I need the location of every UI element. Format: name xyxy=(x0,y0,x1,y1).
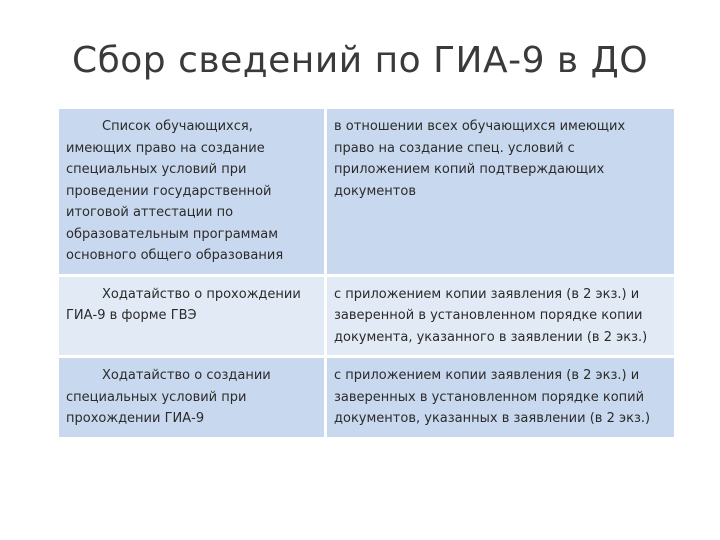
slide-title: Сбор сведений по ГИА-9 в ДО xyxy=(71,40,649,81)
table-cell-note: с приложением копии заявления (в 2 экз.) и заверенных в установленном порядке копий документов, указанных в заявлении (в 2 экз.) xyxy=(326,357,675,437)
table-cell-document: Ходатайство о создании специальных условий при прохождении ГИА-9 xyxy=(59,357,326,437)
table-cell-note: в отношении всех обучающихся имеющих право на создание спец. условий с приложением копий подтверждающих документов xyxy=(326,109,675,275)
table-cell-document: Список обучающихся, имеющих право на создание специальных условий при проведении государственной итоговой аттестации по образовательным программам основного общего образования xyxy=(59,109,326,275)
table-cell-document: Ходатайство о прохождении ГИА-9 в форме ГВЭ xyxy=(59,275,326,357)
table-row xyxy=(59,275,674,357)
info-table xyxy=(59,109,674,437)
table-cell-note: с приложением копии заявления (в 2 экз.) и заверенной в установленном порядке копии документа, указанного в заявлении (в 2 экз.) xyxy=(326,275,675,357)
table-row xyxy=(59,109,674,275)
table-row xyxy=(59,357,674,437)
